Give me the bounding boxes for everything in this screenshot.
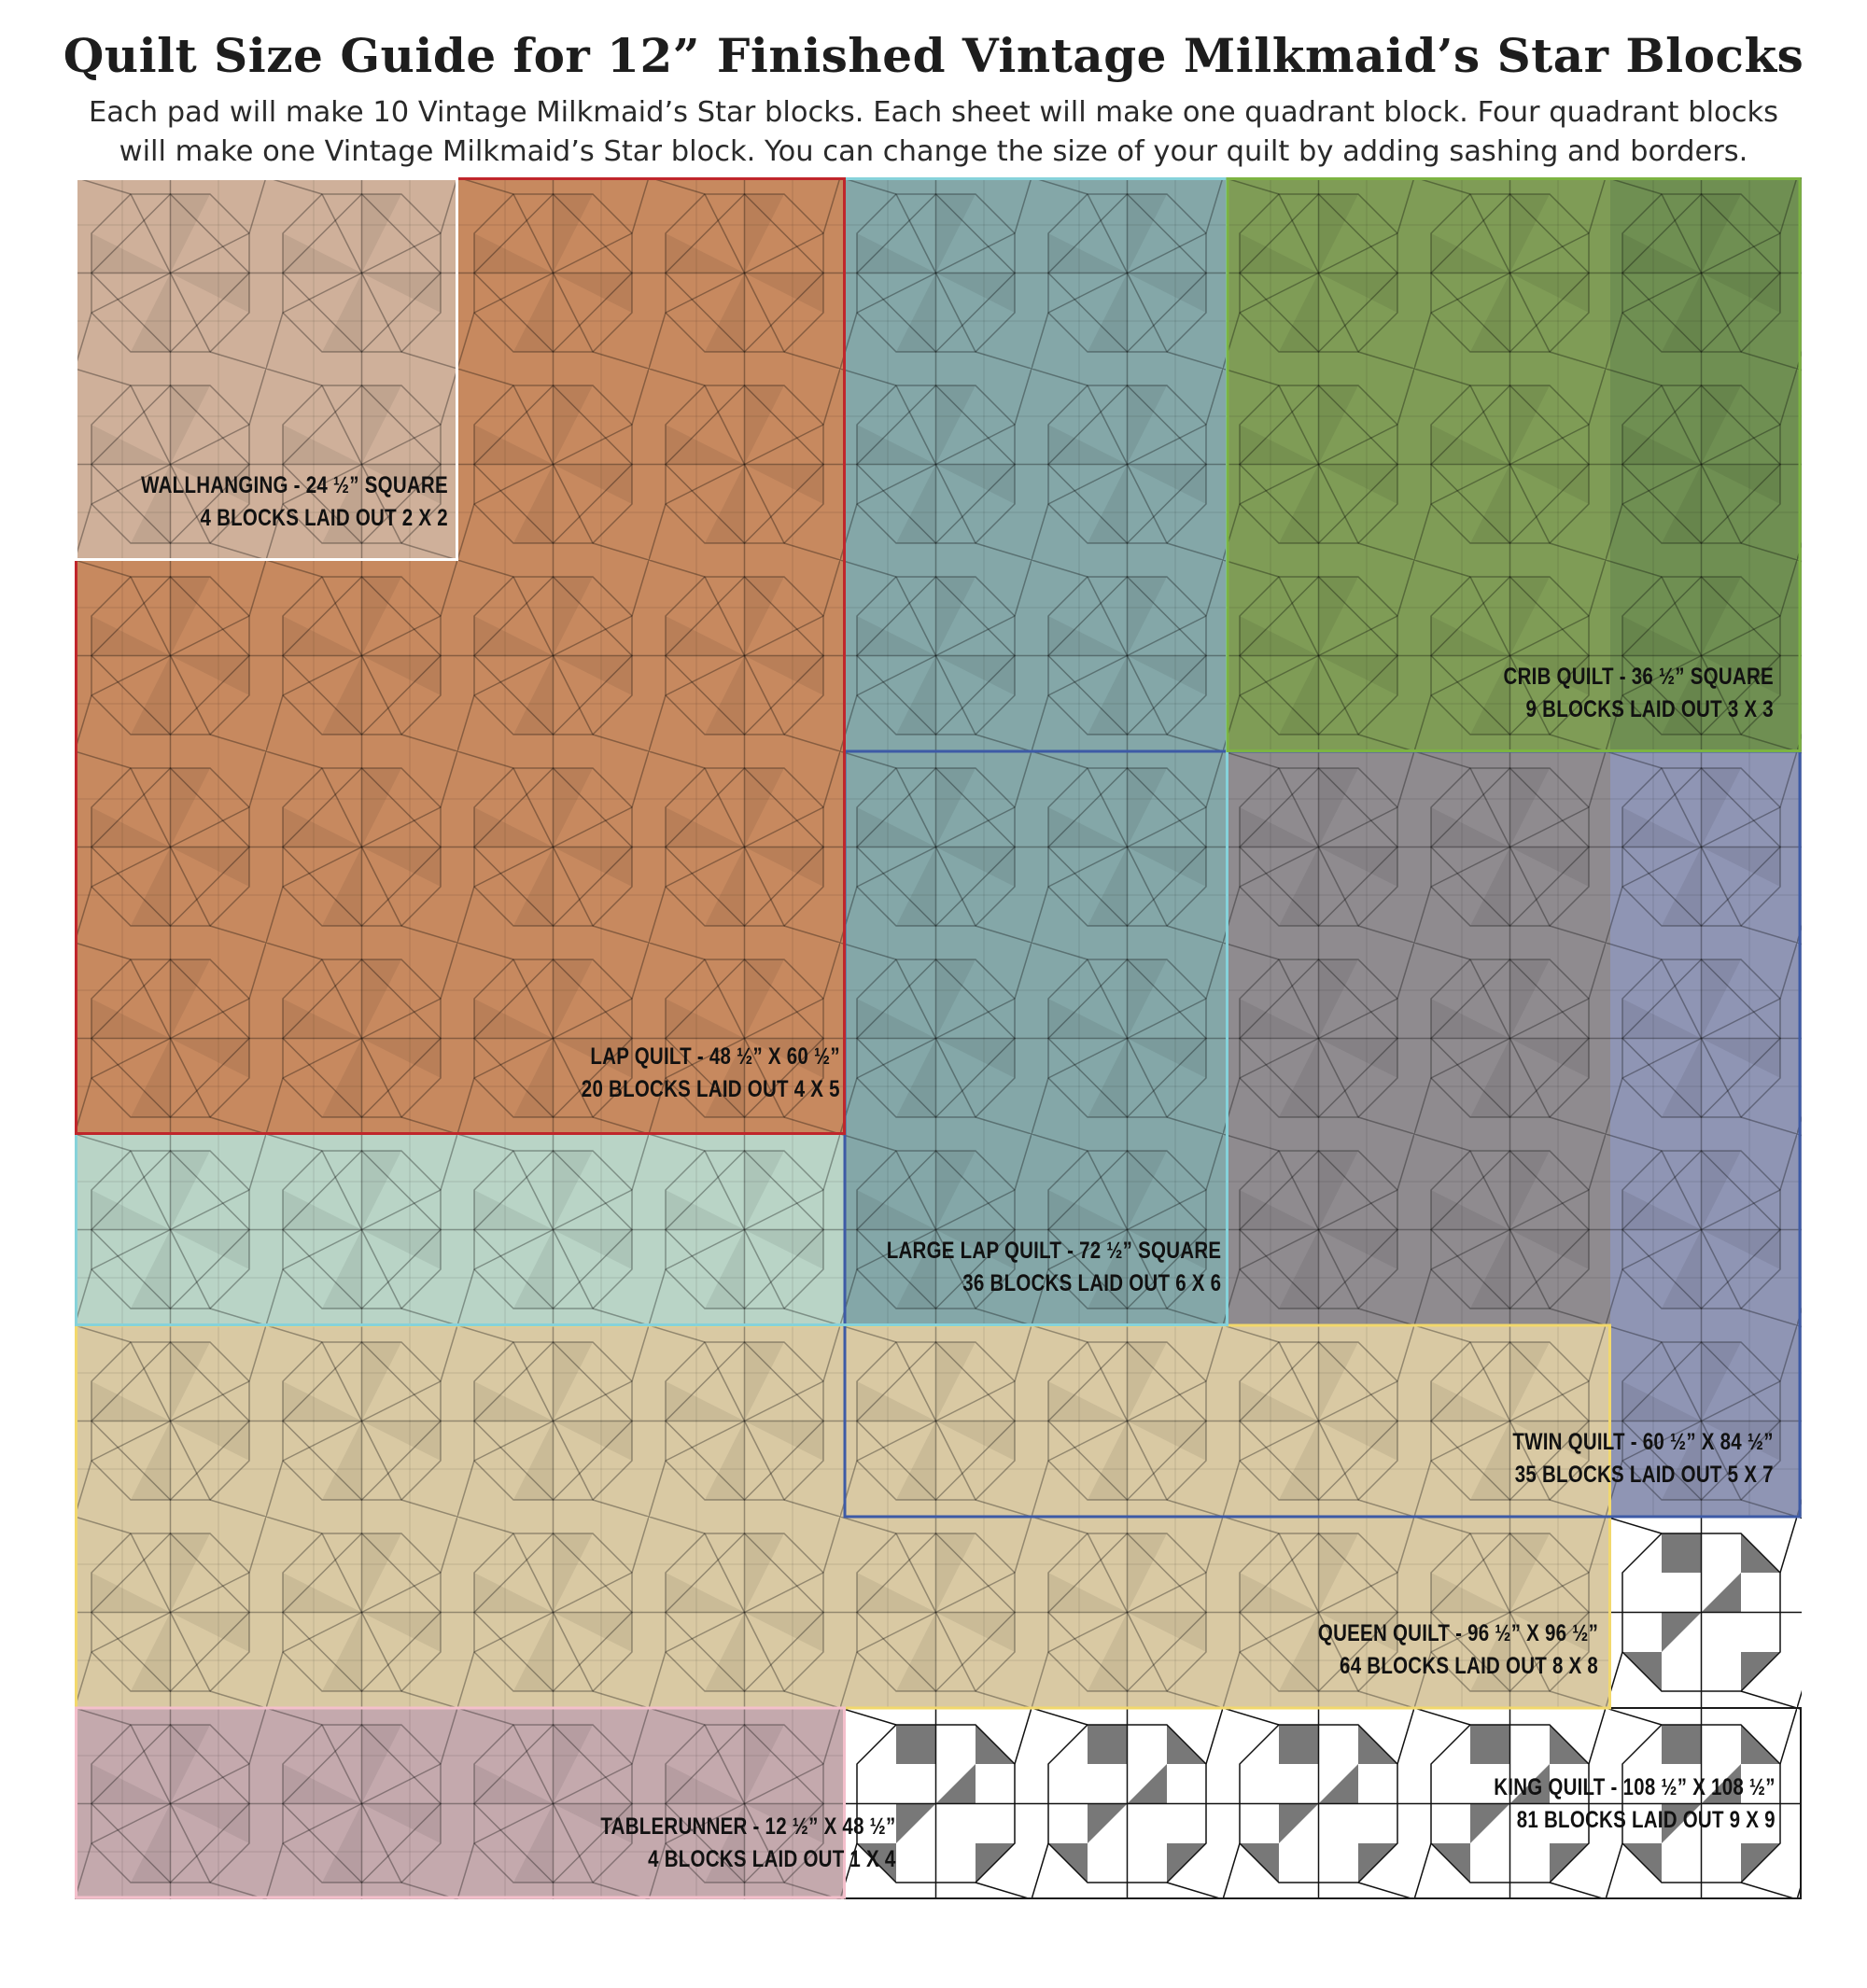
tablerunner-label-line-2: 4 BLOCKS LAID OUT 1 X 4: [648, 1846, 896, 1872]
page-subtitle: [37, 93, 1830, 172]
lap-label: [582, 1041, 840, 1106]
large-lap-label-line-2: 36 BLOCKS LAID OUT 6 X 6: [962, 1270, 1221, 1296]
large-lap-label-line-1: LARGE LAP QUILT - 72 ½” SQUARE: [886, 1238, 1221, 1264]
large-lap-label: [886, 1235, 1221, 1300]
tablerunner-label: [601, 1811, 896, 1876]
twin-label: [1513, 1426, 1774, 1491]
block-pattern-overlay: [75, 177, 1610, 1708]
queen-label-line-1: QUEEN QUILT - 96 ½” X 96 ½”: [1317, 1620, 1598, 1646]
wallhanging-label-line-2: 4 BLOCKS LAID OUT 2 X 2: [200, 505, 448, 531]
lap-label-line-2: 20 BLOCKS LAID OUT 4 X 5: [581, 1076, 840, 1102]
king-label-line-2: 81 BLOCKS LAID OUT 9 X 9: [1516, 1807, 1776, 1833]
tablerunner-label-line-1: TABLERUNNER - 12 ½” X 48 ½”: [600, 1813, 896, 1840]
subtitle-line-2: will make one Vintage Milkmaid’s Star block. You can change the size of your quilt by adding sashing and borders.: [119, 135, 1748, 168]
king-label: [1494, 1771, 1776, 1837]
queen-label: [1318, 1617, 1598, 1683]
king-label-line-1: KING QUILT - 108 ½” X 108 ½”: [1494, 1774, 1776, 1800]
wallhanging-label-line-1: WALLHANGING - 24 ½” SQUARE: [141, 472, 448, 498]
page-title: Quilt Size Guide for 12” Finished Vintage Milkmaid’s Star Blocks: [63, 28, 1804, 83]
wallhanging-label: [141, 469, 448, 535]
crib-label-line-2: 9 BLOCKS LAID OUT 3 X 3: [1525, 696, 1774, 722]
lap-label-line-1: LAP QUILT - 48 ½” X 60 ½”: [590, 1043, 840, 1070]
twin-label-line-2: 35 BLOCKS LAID OUT 5 X 7: [1514, 1462, 1774, 1488]
quilt-size-diagram: [75, 177, 1802, 1899]
subtitle-line-1: Each pad will make 10 Vintage Milkmaid’s Star blocks. Each sheet will make one quadrant block. Four quadrant blocks: [88, 96, 1779, 129]
queen-label-line-2: 64 BLOCKS LAID OUT 8 X 8: [1339, 1653, 1598, 1679]
block-pattern-overlay-right: [1610, 177, 1802, 1517]
twin-label-line-1: TWIN QUILT - 60 ½” X 84 ½”: [1512, 1429, 1774, 1455]
crib-label: [1504, 661, 1774, 726]
crib-label-line-1: CRIB QUILT - 36 ½” SQUARE: [1503, 664, 1774, 690]
